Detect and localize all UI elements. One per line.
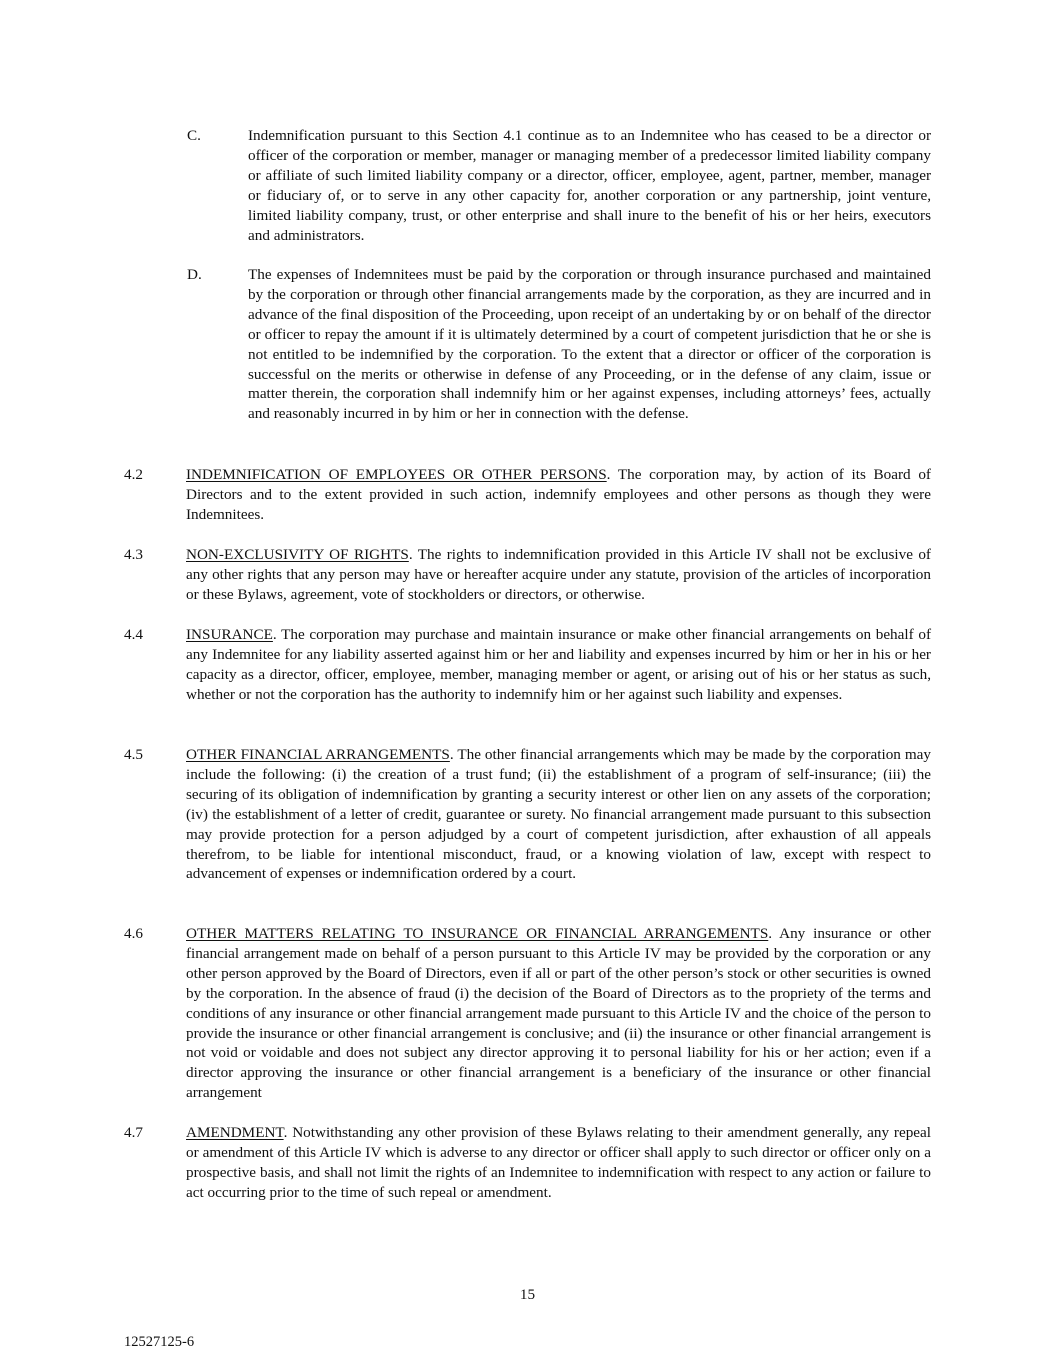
sub-item-text: The expenses of Indemnitees must be paid by the corporation or through insurance purchased and maintained by the corporation or through other financial arrangements made by the corporation, as they are incurred and in advance of the final disposition of the Proceeding, upon receipt of an undertaking by or on behalf of the director or officer to repay the amount if it is ultimately determined by a court of competent jurisdiction that he or she is not entitled to be indemnified by the corporation. To the extent that a director or officer of the corporation is successful on the merits or otherwise in defense of any Proceeding, or in the defense of any claim, issue or matter therein, the corporation shall indemnify him or her against expenses, including attorneys’ fees, actually and reasonably incurred in by him or her in connection with the defense. <box>248 266 931 423</box>
sub-item-label: D. <box>187 266 202 283</box>
sub-item-text: Indemnification pursuant to this Section 4.1 continue as to an Indemnitee who has ceased to be a director or officer of the corporation or member, manager or managing member of a predecessor limited liability company or affiliate of such limited liability company or a director, officer, employee, agent, partner, member, manager or fiduciary of, or to serve in any other capacity for, another corporation or any partnership, joint venture, limited liability company, trust, or other enterprise and shall inure to the benefit of his or her heirs, executors and administrators. <box>248 127 931 244</box>
section-heading: OTHER FINANCIAL ARRANGEMENTS <box>186 746 450 763</box>
section-body: . Any insurance or other financial arrangement made on behalf of a person pursuant to this Article IV may be provided by the corporation or any other person approved by the Board of Directors, even if all or part of the other person’s stock or other securities is owned by the corporation. In the absence of fraud (i) the decision of the Board of Directors as to the propriety of the terms and conditions of any insurance or other financial arrangement made pursuant to this Article IV and the choice of the person to provide the insurance or other financial arrangement is conclusive; and (ii) the insurance or other financial arrangement is not void or voidable and does not subject any director approving it to personal liability for his or her action; even if a director approving the insurance or other financial arrangement is a beneficiary of the insurance or other financial arrangement <box>186 925 931 1102</box>
document-id: 12527125-6 <box>124 1334 195 1350</box>
section-text <box>186 545 931 605</box>
section-body: . The corporation may, by action of its Board of Directors and to the extent provided in such action, indemnify employees and other persons as though they were Indemnitees. <box>186 466 931 523</box>
section-number: 4.6 <box>124 925 143 942</box>
section-text <box>186 745 931 884</box>
section-number: 4.7 <box>124 1124 143 1141</box>
section-text <box>186 924 931 1103</box>
section-number: 4.3 <box>124 546 143 563</box>
section-heading: INSURANCE <box>186 626 273 643</box>
section-body: . The corporation may purchase and maintain insurance or make other financial arrangements on behalf of any Indemnitee for any liability asserted against him or her and liability and expenses incurred by him or her in his or her capacity as a director, officer, employee, member, managing member or agent, or arising out of his or her status as such, whether or not the corporation has the authority to indemnify him or her against such liability and expenses. <box>186 626 931 703</box>
section-heading: OTHER MATTERS RELATING TO INSURANCE OR FINANCIAL ARRANGEMENTS <box>186 925 769 942</box>
sub-item-label: C. <box>187 127 201 144</box>
section-text <box>186 625 931 705</box>
section-number: 4.5 <box>124 746 143 763</box>
section-heading: AMENDMENT <box>186 1124 284 1141</box>
section-body: . Notwithstanding any other provision of these Bylaws relating to their amendment generally, any repeal or amendment of this Article IV which is adverse to any director or officer shall apply to such director or officer only on a prospective basis, and shall not limit the rights of an Indemnitee to indemnification with respect to any action or failure to act occurring prior to the time of such repeal or amendment. <box>186 1124 931 1201</box>
page-number: 15 <box>519 1286 536 1303</box>
section-number: 4.4 <box>124 626 143 643</box>
section-heading: INDEMNIFICATION OF EMPLOYEES OR OTHER PERSONS <box>186 466 607 483</box>
section-body: . The other financial arrangements which may be made by the corporation may include the following: (i) the creation of a trust fund; (ii) the establishment of a program of self-insurance; (iii) the securing of its obligation of indemnification by granting a security interest or other lien on any assets of the corporation; (iv) the establishment of a letter of credit, guarantee or surety. No financial arrangement made pursuant to this subsection may provide protection for a person adjudged by a court of competent jurisdiction, after exhaustion of all appeals therefrom, to be liable for intentional misconduct, fraud, or a knowing violation of law, except with respect to advancement of expenses or indemnification ordered by a court. <box>186 746 931 883</box>
section-text <box>186 1123 931 1203</box>
section-body: . The rights to indemnification provided in this Article IV shall not be exclusive of any other rights that any person may have or hereafter acquire under any statute, provision of the articles of incorporation or these Bylaws, agreement, vote of stockholders or directors, or otherwise. <box>186 546 931 603</box>
section-number: 4.2 <box>124 466 143 483</box>
section-text <box>186 465 931 525</box>
section-heading: NON-EXCLUSIVITY OF RIGHTS <box>186 546 409 563</box>
